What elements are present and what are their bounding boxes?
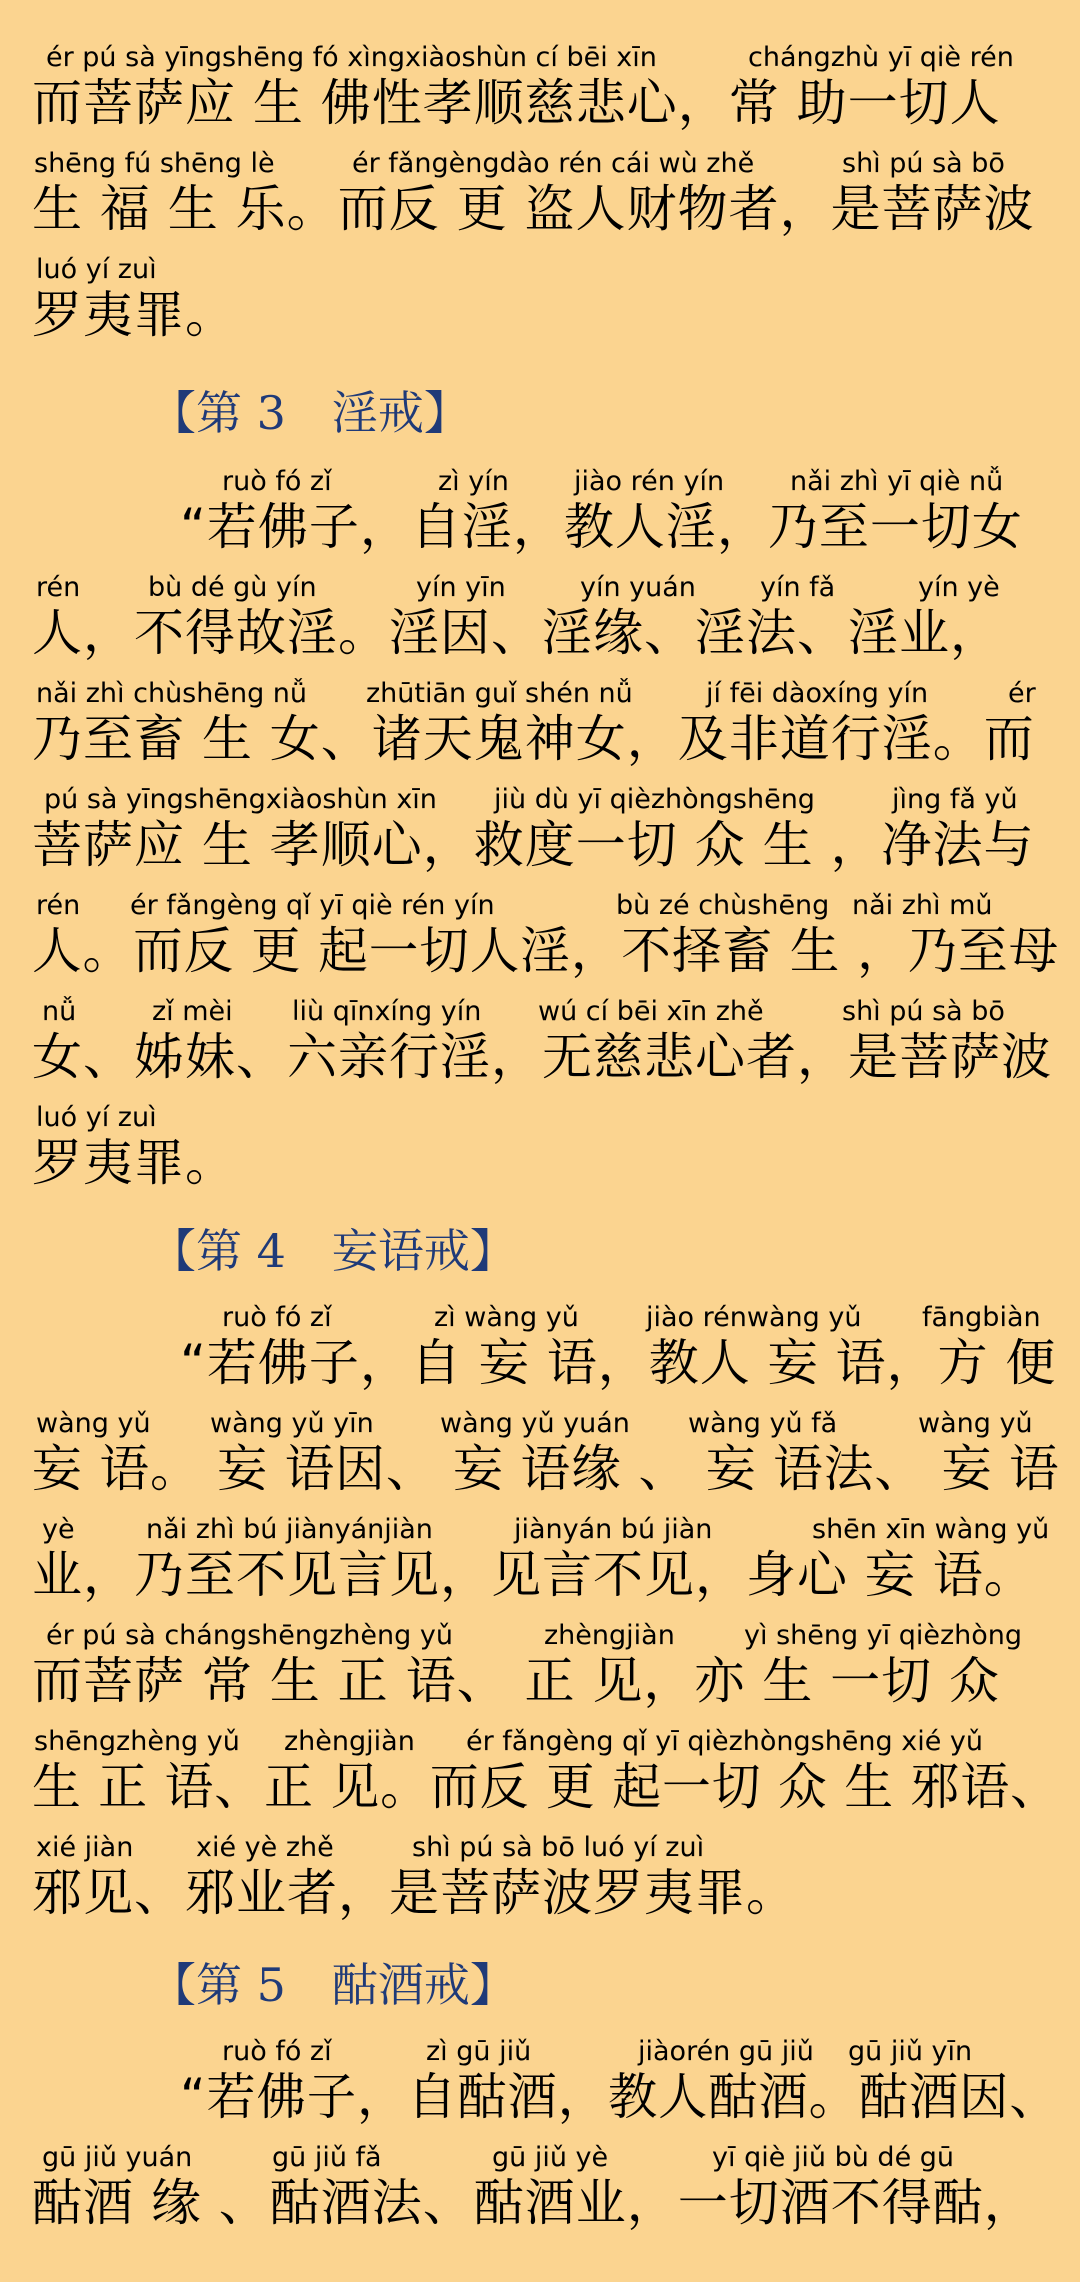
pinyin: yè — [42, 1514, 75, 1545]
pinyin: pú sà yīngshēngxiàoshùn xīn — [44, 784, 437, 815]
pinyin: jìng fǎ yǔ — [892, 784, 1018, 815]
pinyin: nǎi zhì mǔ — [852, 890, 993, 921]
hanzi-text: 乃至畜 生 女、诸天鬼神女，及非道行淫。而 — [32, 710, 1035, 768]
pinyin: ruò fó zǐ — [222, 466, 332, 497]
hanzi-text: 人，不得故淫。淫因、淫缘、淫法、淫业， — [32, 604, 1001, 662]
pinyin: chángzhù yī qiè rén — [748, 42, 1014, 73]
pinyin: jí fēi dàoxíng yín — [706, 678, 929, 709]
pinyin: yín fǎ — [760, 572, 836, 603]
section-heading: 【第 5 酤酒戒】 — [150, 1958, 516, 2012]
section-heading: 【第 4 妄语戒】 — [150, 1224, 516, 1278]
pinyin: wàng yǔ — [36, 1408, 151, 1439]
hanzi-text: 邪见、邪业者，是菩萨波罗夷罪。 — [32, 1864, 797, 1922]
hanzi-text: 酤酒 缘 、酤酒法、酤酒业，一切酒不得酤， — [32, 2174, 1035, 2232]
pinyin: nǚ — [42, 996, 77, 1027]
pinyin: fāngbiàn — [922, 1302, 1041, 1333]
pinyin: shēngzhèng yǔ — [34, 1726, 240, 1757]
hanzi-text: 人。而反 更 起一切人淫，不择畜 生 ，乃至母 — [32, 922, 1060, 980]
hanzi-text: 而菩萨 常 生 正 语、 正 见，亦 生 一切 众 — [32, 1652, 1001, 1710]
pinyin: zì yín — [438, 466, 509, 497]
pinyin: yín yè — [918, 572, 1000, 603]
pinyin: ér fǎngèng qǐ yī qièzhòngshēng xié yǔ — [466, 1726, 984, 1757]
hanzi-text: “若佛子，自 妄 语，教人 妄 语，方 便 — [180, 1334, 1057, 1392]
pinyin: ruò fó zǐ — [222, 2036, 332, 2067]
pinyin: yín yuán — [580, 572, 696, 603]
pinyin: wàng yǔ — [918, 1408, 1033, 1439]
pinyin: nǎi zhì yī qiè nǚ — [790, 466, 1004, 497]
pinyin: shēn xīn wàng yǔ — [812, 1514, 1050, 1545]
pinyin: gū jiǔ yīn — [848, 2036, 973, 2067]
pinyin: ruò fó zǐ — [222, 1302, 332, 1333]
pinyin: jiào rénwàng yǔ — [646, 1302, 862, 1333]
pinyin: jiù dù yī qièzhòngshēng — [494, 784, 815, 815]
pinyin: wàng yǔ yuán — [440, 1408, 630, 1439]
pinyin: shì pú sà bō — [842, 996, 1005, 1027]
pinyin: yín yīn — [416, 572, 506, 603]
hanzi-text: 女、姊妹、六亲行淫，无慈悲心者，是菩萨波 — [32, 1028, 1052, 1086]
pinyin: yī qiè jiǔ bù dé gū — [712, 2142, 955, 2173]
pinyin: ér fǎngèngdào rén cái wù zhě — [352, 148, 755, 179]
pinyin: jiào rén yín — [574, 466, 725, 497]
pinyin: wàng yǔ yīn — [210, 1408, 374, 1439]
pinyin: zì gū jiǔ — [426, 2036, 532, 2067]
hanzi-text: “若佛子，自淫，教人淫，乃至一切女 — [180, 498, 1023, 556]
pinyin: luó yí zuì — [36, 1102, 157, 1133]
pinyin: zì wàng yǔ — [434, 1302, 579, 1333]
pinyin: zhèngjiàn — [284, 1726, 415, 1757]
pinyin: zhūtiān guǐ shén nǚ — [366, 678, 633, 709]
pinyin: jiàorén gū jiǔ — [638, 2036, 814, 2067]
pinyin: rén — [36, 572, 81, 603]
hanzi-text: 业，乃至不见言见，见言不见，身心 妄 语。 — [32, 1546, 1035, 1604]
pinyin: nǎi zhì chùshēng nǚ — [36, 678, 308, 709]
hanzi-text: 生 正 语、正 见。而反 更 起一切 众 生 邪语、 — [32, 1758, 1060, 1816]
pinyin: luó yí zuì — [36, 254, 157, 285]
pinyin: shì pú sà bō — [842, 148, 1005, 179]
pinyin: xié jiàn — [36, 1832, 134, 1863]
pinyin: shēng fú shēng lè — [34, 148, 275, 179]
pinyin: zhèngjiàn — [544, 1620, 675, 1651]
hanzi-text: 妄 语。 妄 语因、 妄 语缘 、 妄 语法、 妄 语 — [32, 1440, 1060, 1498]
hanzi-text: 生 福 生 乐。而反 更 盗人财物者，是菩萨波 — [32, 180, 1035, 238]
pinyin: bù dé gù yín — [148, 572, 317, 603]
pinyin: nǎi zhì bú jiànyánjiàn — [146, 1514, 433, 1545]
hanzi-text: “若佛子，自酤酒，教人酤酒。酤酒因、 — [180, 2068, 1060, 2126]
pinyin: ér fǎngèng qǐ yī qiè rén yín — [130, 890, 495, 921]
pinyin: ér pú sà chángshēngzhèng yǔ — [46, 1620, 453, 1651]
pinyin: liù qīnxíng yín — [292, 996, 482, 1027]
pinyin: wàng yǔ fǎ — [688, 1408, 838, 1439]
pinyin: jiànyán bú jiàn — [514, 1514, 713, 1545]
hanzi-text: 罗夷罪。 — [32, 286, 236, 344]
pinyin: zǐ mèi — [152, 996, 233, 1027]
hanzi-text: 菩萨应 生 孝顺心，救度一切 众 生 ，净法与 — [32, 816, 1035, 874]
pinyin: rén — [36, 890, 81, 921]
pinyin: gū jiǔ yuán — [42, 2142, 193, 2173]
pinyin: bù zé chùshēng — [616, 890, 830, 921]
pinyin: gū jiǔ fǎ — [272, 2142, 382, 2173]
pinyin: ér pú sà yīngshēng fó xìngxiàoshùn cí bēi xīn — [46, 42, 657, 73]
pinyin: yì shēng yī qièzhòng — [744, 1620, 1023, 1651]
pinyin: xié yè zhě — [196, 1832, 334, 1863]
pinyin: gū jiǔ yè — [492, 2142, 609, 2173]
pinyin: ér — [1008, 678, 1036, 709]
hanzi-text: 而菩萨应 生 佛性孝顺慈悲心，常 助一切人 — [32, 74, 1001, 132]
pinyin: shì pú sà bō luó yí zuì — [412, 1832, 705, 1863]
pinyin: wú cí bēi xīn zhě — [538, 996, 764, 1027]
hanzi-text: 罗夷罪。 — [32, 1134, 236, 1192]
section-heading: 【第 3 淫戒】 — [150, 386, 470, 440]
